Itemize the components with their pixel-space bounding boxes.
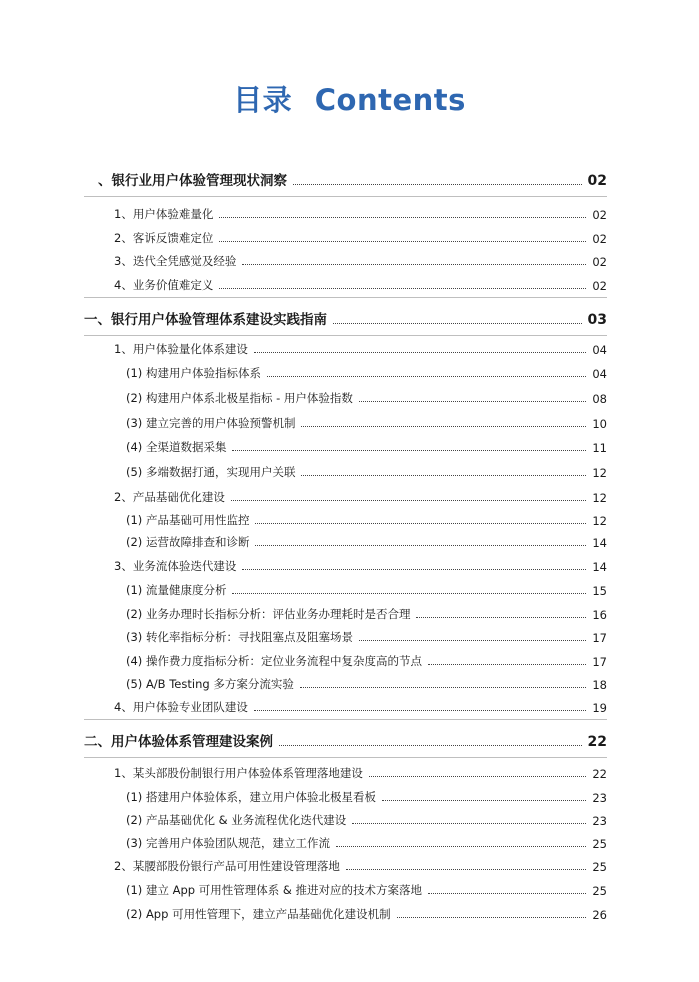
toc-item-18[interactable]: [126, 627, 607, 645]
toc-page: 23: [592, 791, 607, 805]
dot-leader: [232, 592, 586, 594]
toc-item-24[interactable]: [126, 787, 607, 805]
toc-item-7[interactable]: [126, 363, 607, 381]
toc-item-1[interactable]: [114, 204, 607, 222]
toc-label: 4、业务价值难定义: [114, 278, 214, 292]
toc-label: 4、用户体验专业团队建设: [114, 700, 248, 714]
toc-section-22[interactable]: [84, 732, 607, 750]
toc-item-23[interactable]: [114, 763, 607, 781]
toc-item-28[interactable]: [126, 880, 607, 898]
toc-page: 03: [587, 312, 607, 328]
toc-page: 19: [592, 701, 607, 715]
toc-page: 12: [592, 491, 607, 505]
toc-label: (1) 建立 App 可用性管理体系 & 推进对应的技术方案落地: [126, 883, 422, 897]
dot-leader: [352, 822, 586, 824]
title-en: Contents: [314, 83, 466, 117]
toc-label: (5) 多端数据打通，实现用户关联: [126, 465, 296, 479]
dot-leader: [242, 263, 586, 265]
toc-item-15[interactable]: [114, 556, 607, 574]
toc-label: (2) App 可用性管理下，建立产品基础优化建设机制: [126, 907, 391, 921]
toc-label: (2) 构建用户体系北极星指标 - 用户体验指数: [126, 391, 353, 405]
toc-label: (3) 完善用户体验团队规范，建立工作流: [126, 836, 330, 850]
dot-leader: [382, 799, 586, 801]
toc-page: 02: [592, 232, 607, 246]
toc-page: 08: [592, 392, 607, 406]
dot-leader: [254, 351, 587, 353]
dot-leader: [219, 216, 586, 218]
toc-label: 、银行业用户体验管理现状洞察: [98, 173, 287, 189]
toc-page: 02: [592, 208, 607, 222]
toc-page: 11: [592, 441, 607, 455]
toc-label: (1) 构建用户体验指标体系: [126, 366, 261, 380]
dot-leader: [279, 744, 582, 746]
dot-leader: [255, 522, 586, 524]
toc-item-9[interactable]: [126, 413, 607, 431]
toc-label: 2、某腰部股份银行产品可用性建设管理落地: [114, 859, 340, 873]
toc-page: 12: [592, 466, 607, 480]
dot-leader: [336, 845, 586, 847]
toc-label: 二、用户体验体系管理建设案例: [84, 734, 273, 750]
toc-item-8[interactable]: [126, 388, 607, 406]
toc-page: 15: [592, 584, 607, 598]
toc-label: 1、用户体验量化体系建设: [114, 342, 248, 356]
toc-label: (4) 全渠道数据采集: [126, 440, 227, 454]
toc-page: 22: [587, 734, 607, 750]
toc-item-21[interactable]: [114, 697, 607, 715]
toc-item-11[interactable]: [126, 462, 607, 480]
dot-leader: [254, 709, 587, 711]
dot-leader: [428, 892, 586, 894]
toc-page: 16: [592, 608, 607, 622]
toc-page: 14: [592, 560, 607, 574]
toc-item-26[interactable]: [126, 833, 607, 851]
toc-page: 02: [592, 279, 607, 293]
toc-item-6[interactable]: [114, 339, 607, 357]
toc-page: 14: [592, 536, 607, 550]
toc-item-20[interactable]: [126, 674, 607, 692]
toc-label: 3、业务流体验迭代建设: [114, 559, 237, 573]
toc-page: 18: [592, 678, 607, 692]
page-title: [0, 78, 699, 119]
toc-item-16[interactable]: [126, 580, 607, 598]
toc-page: 25: [592, 860, 607, 874]
toc-page: 12: [592, 514, 607, 528]
toc-label: (1) 搭建用户体验体系，建立用户体验北极星看板: [126, 790, 376, 804]
dot-leader: [397, 916, 587, 918]
toc-item-25[interactable]: [126, 810, 607, 828]
toc-label: (3) 建立完善的用户体验预警机制: [126, 416, 296, 430]
toc-section-0[interactable]: [98, 171, 607, 189]
dot-leader: [267, 375, 586, 377]
toc-label: (1) 流量健康度分析: [126, 583, 227, 597]
toc-page: 04: [592, 343, 607, 357]
dot-leader: [301, 474, 586, 476]
dot-leader: [242, 568, 586, 570]
dot-leader: [301, 425, 586, 427]
dot-leader: [369, 775, 587, 777]
toc-page: 26: [592, 908, 607, 922]
dot-leader: [300, 686, 587, 688]
toc-item-2[interactable]: [114, 228, 607, 246]
toc-label: 1、用户体验难量化: [114, 207, 214, 221]
toc-label: 一、银行用户体验管理体系建设实践指南: [84, 312, 327, 328]
dot-leader: [232, 449, 586, 451]
toc-item-19[interactable]: [126, 651, 607, 669]
toc-label: 3、迭代全凭感觉及经验: [114, 254, 237, 268]
toc-label: (2) 运营故障排查和诊断: [126, 535, 250, 549]
divider: [84, 335, 607, 336]
toc-page: 04: [592, 367, 607, 381]
toc-page: 10: [592, 417, 607, 431]
toc-item-27[interactable]: [114, 856, 607, 874]
dot-leader: [231, 499, 587, 501]
toc-item-10[interactable]: [126, 437, 607, 455]
toc-item-29[interactable]: [126, 904, 607, 922]
toc-page: 22: [592, 767, 607, 781]
dot-leader: [255, 544, 586, 546]
divider: [84, 719, 607, 720]
dot-leader: [416, 616, 586, 618]
toc-label: (2) 业务办理时长指标分析：评估业务办理耗时是否合理: [126, 607, 411, 621]
toc-page: 17: [592, 631, 607, 645]
divider: [84, 196, 607, 197]
dot-leader: [428, 663, 586, 665]
toc-label: (1) 产品基础可用性监控: [126, 513, 250, 527]
toc-page: 02: [592, 255, 607, 269]
dot-leader: [346, 868, 587, 870]
title-cn: 目录: [233, 83, 293, 117]
toc-item-3[interactable]: [114, 251, 607, 269]
toc-item-13[interactable]: [126, 510, 607, 528]
divider: [84, 757, 607, 758]
toc-item-17[interactable]: [126, 604, 607, 622]
toc-label: 2、产品基础优化建设: [114, 490, 225, 504]
dot-leader: [293, 183, 582, 185]
toc-page: 17: [592, 655, 607, 669]
dot-leader: [359, 400, 586, 402]
toc-section-5[interactable]: [84, 310, 607, 328]
toc-item-12[interactable]: [114, 487, 607, 505]
toc-label: (3) 转化率指标分析：寻找阻塞点及阻塞场景: [126, 630, 353, 644]
divider: [84, 297, 607, 298]
dot-leader: [359, 639, 586, 641]
toc-label: (4) 操作费力度指标分析：定位业务流程中复杂度高的节点: [126, 654, 422, 668]
toc-item-4[interactable]: [114, 275, 607, 293]
toc-label: (5) A/B Testing 多方案分流实验: [126, 677, 294, 691]
toc-label: 2、客诉反馈难定位: [114, 231, 214, 245]
dot-leader: [219, 287, 586, 289]
dot-leader: [219, 240, 586, 242]
toc-page: 02: [587, 173, 607, 189]
toc-page: 25: [592, 884, 607, 898]
toc-page: 25: [592, 837, 607, 851]
toc-page: 23: [592, 814, 607, 828]
toc-label: (2) 产品基础优化 & 业务流程优化迭代建设: [126, 813, 347, 827]
dot-leader: [333, 322, 582, 324]
toc-label: 1、某头部股份制银行用户体验体系管理落地建设: [114, 766, 363, 780]
toc-item-14[interactable]: [126, 532, 607, 550]
